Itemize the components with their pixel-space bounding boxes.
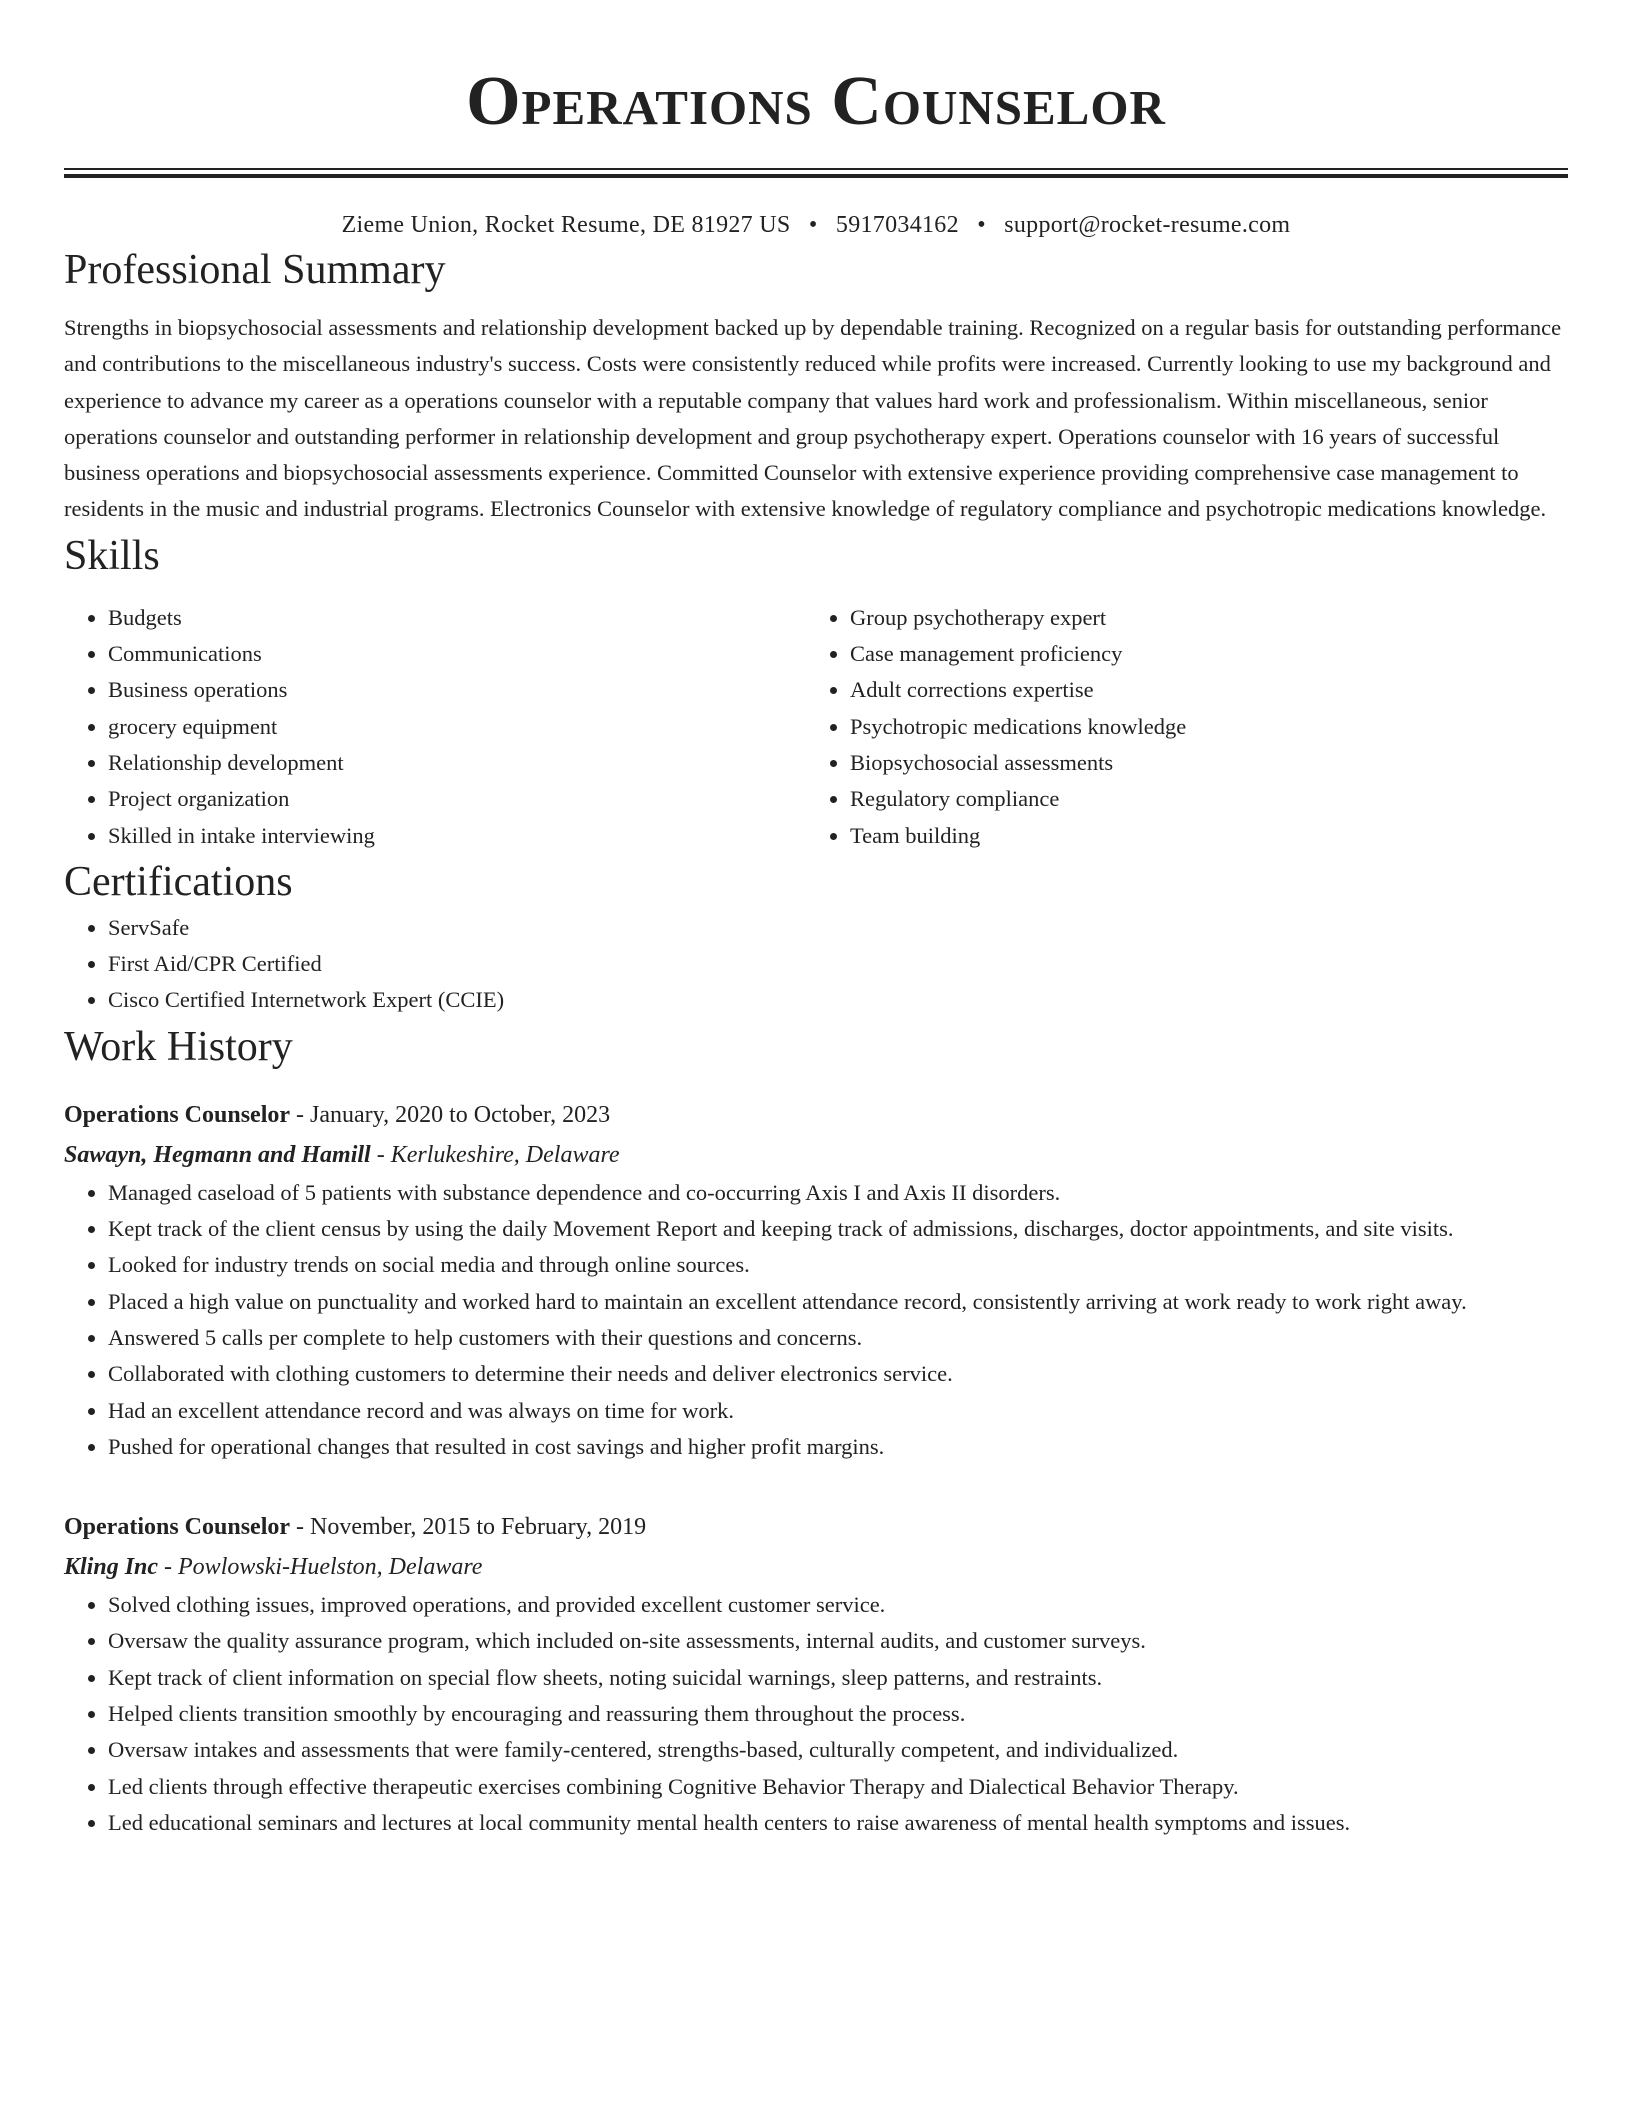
skills-column-left xyxy=(64,600,806,854)
skill-item: • Relationship development xyxy=(108,745,806,781)
skill-item: • Group psychotherapy expert xyxy=(850,600,1548,636)
job-company-line xyxy=(64,1547,1568,1587)
skill-item: • Case management proficiency xyxy=(850,636,1548,672)
job-location: - Powlowski-Huelston, Delaware xyxy=(158,1554,483,1581)
contact-separator: • xyxy=(808,212,818,238)
certification-item: • First Aid/CPR Certified xyxy=(108,946,1568,982)
job-bullet: • Placed a high value on punctuality and worked hard to maintain an excellent attendance record, consistently arriving at work ready to work right away. xyxy=(108,1284,1568,1320)
contact-address: Zieme Union, Rocket Resume, DE 81927 US xyxy=(341,212,791,238)
job-title-line xyxy=(64,1507,1568,1547)
skills-list-left xyxy=(64,600,806,854)
job-company: Kling Inc xyxy=(64,1554,159,1581)
skill-item: • grocery equipment xyxy=(108,709,806,745)
header-double-rule xyxy=(64,168,1568,178)
job-dates: - November, 2015 to February, 2019 xyxy=(290,1514,647,1541)
job-location: - Kerlukeshire, Delaware xyxy=(370,1141,620,1168)
job-role: Operations Counselor xyxy=(64,1101,291,1128)
contact-separator: • xyxy=(977,212,986,238)
job-bullet: • Pushed for operational changes that resulted in cost savings and higher profit margins. xyxy=(108,1429,1568,1465)
skill-item: • Project organization xyxy=(108,781,806,817)
job-bullet: • Collaborated with clothing customers to determine their needs and deliver electronics service. xyxy=(108,1356,1568,1392)
job-dates: - January, 2020 to October, 2023 xyxy=(290,1101,611,1128)
job-bullet: • Managed caseload of 5 patients with substance dependence and co-occurring Axis I and Axis II disorders. xyxy=(108,1175,1568,1211)
contact-email: support@rocket-resume.com xyxy=(1004,212,1291,238)
job-title-line xyxy=(64,1095,1568,1135)
job-bullet: • Kept track of the client census by using the daily Movement Report and keeping track of admissions, discharges, doctor appointments, and site visits. xyxy=(108,1211,1568,1247)
summary-heading: Professional Summary xyxy=(64,247,446,293)
skill-item: • Psychotropic medications knowledge xyxy=(850,709,1548,745)
skill-item: • Business operations xyxy=(108,672,806,708)
work-history-heading: Work History xyxy=(64,1023,293,1070)
skill-item: • Team building xyxy=(850,818,1548,854)
job-bullet-list xyxy=(64,1587,1568,1841)
job-bullet: • Oversaw intakes and assessments that were family-centered, strengths-based, culturally competent, and individualized. xyxy=(108,1732,1568,1768)
skills-column-right xyxy=(806,600,1548,854)
certifications-list xyxy=(64,910,1568,1019)
skill-item: • Adult corrections expertise xyxy=(850,672,1548,708)
job-entry xyxy=(64,1507,1568,1841)
certifications-heading: Certifications xyxy=(64,858,293,905)
job-bullet: • Helped clients transition smoothly by encouraging and reassuring them throughout the process. xyxy=(108,1696,1568,1732)
job-bullet: • Answered 5 calls per complete to help customers with their questions and concerns. xyxy=(108,1320,1568,1356)
summary-text: Strengths in biopsychosocial assessments and relationship development backed up by dependable training. Recognized on a regular basis for outstanding performance and contributions to the miscellaneous industry's success. Costs were consistently reduced while profits were increased. Currently looking to use my background and experience to advance my career as a operations counselor with a reputable company that values hard work and professionalism. Within miscellaneous, senior operations counselor and outstanding performer in relationship development and group psychotherapy expert. Operations counselor with 16 years of successful business operations and biopsychosocial assessments experience. Committed Counselor with extensive experience providing comprehensive case management to residents in the music and industrial programs. Electronics Counselor with extensive knowledge of regulatory compliance and psychotropic medications knowledge. xyxy=(64,315,1562,522)
job-role: Operations Counselor xyxy=(64,1514,291,1541)
job-bullet: • Led educational seminars and lectures at local community mental health centers to raise awareness of mental health symptoms and issues. xyxy=(108,1805,1568,1841)
job-bullet: • Kept track of client information on special flow sheets, noting suicidal warnings, sleep patterns, and restraints. xyxy=(108,1660,1568,1696)
skills-heading: Skills xyxy=(64,532,160,579)
job-bullet: • Led clients through effective therapeutic exercises combining Cognitive Behavior Therapy and Dialectical Behavior Therapy. xyxy=(108,1769,1568,1805)
skills-grid xyxy=(64,600,1568,854)
candidate-name: Operations Counselor xyxy=(466,63,1166,140)
skills-list-right xyxy=(806,600,1548,854)
skill-item: • Communications xyxy=(108,636,806,672)
contact-line xyxy=(64,208,1568,242)
skill-item: • Skilled in intake interviewing xyxy=(108,818,806,854)
certification-item: • Cisco Certified Internetwork Expert (CCIE) xyxy=(108,982,1568,1018)
job-company-line xyxy=(64,1135,1568,1175)
skill-item: • Regulatory compliance xyxy=(850,781,1548,817)
skill-item: • Biopsychosocial assessments xyxy=(850,745,1548,781)
job-bullet: • Oversaw the quality assurance program, which included on-site assessments, internal audits, and customer surveys. xyxy=(108,1623,1568,1659)
certification-item: • ServSafe xyxy=(108,910,1568,946)
job-bullet: • Looked for industry trends on social media and through online sources. xyxy=(108,1247,1568,1283)
job-bullet: • Solved clothing issues, improved operations, and provided excellent customer service. xyxy=(108,1587,1568,1623)
job-bullet-list xyxy=(64,1175,1568,1465)
job-bullet: • Had an excellent attendance record and was always on time for work. xyxy=(108,1393,1568,1429)
skill-item: • Budgets xyxy=(108,600,806,636)
contact-phone: 5917034162 xyxy=(835,212,959,238)
job-entry xyxy=(64,1095,1568,1465)
job-company: Sawayn, Hegmann and Hamill xyxy=(64,1141,371,1168)
